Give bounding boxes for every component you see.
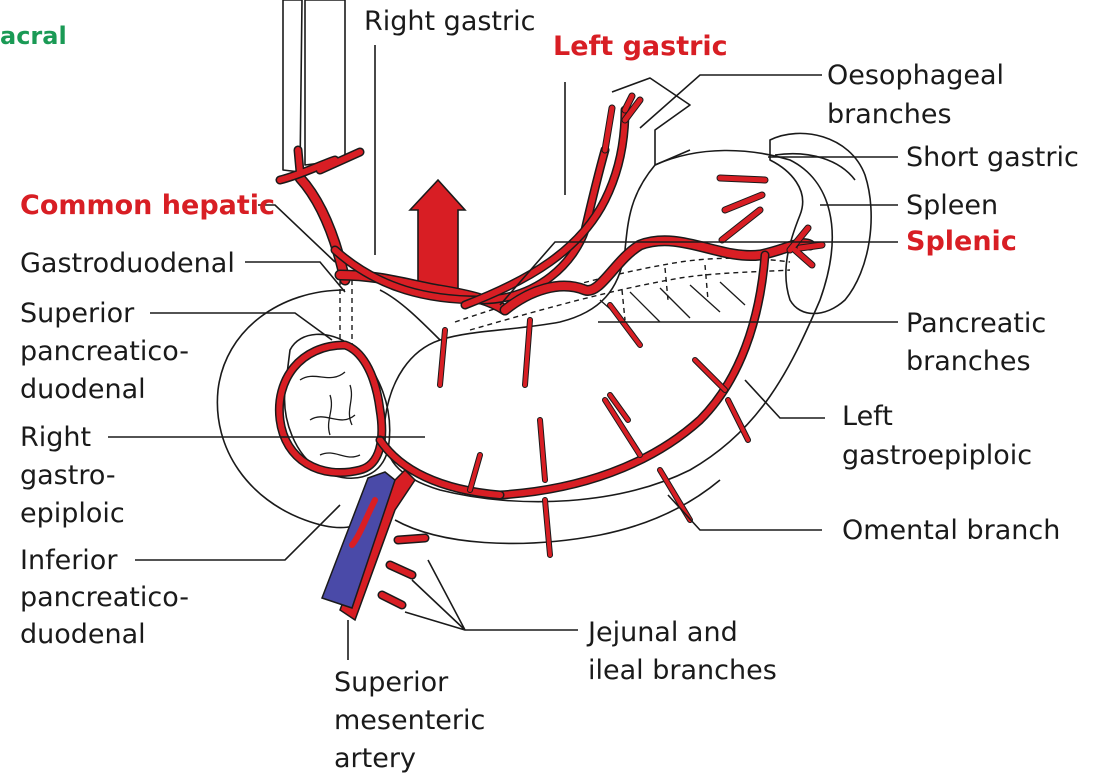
spleen-outline [770,133,871,313]
label-oesophageal-2: branches [827,99,952,130]
label-short-gastric: Short gastric [906,142,1079,173]
jejunal-ileal-stubs [382,538,425,605]
leader-gastroduodenal [245,262,345,292]
gastric-wall-branches [440,305,748,555]
pancreatic-branch-dashed-3 [705,265,708,300]
labels [0,6,1079,774]
label-sma-3: artery [334,743,416,774]
label-right-ge-2: gastro- [20,460,116,491]
label-sma-1: Superior [334,667,449,698]
duodenum-outline [217,290,370,528]
aorta-coeliac-arrow [410,180,465,290]
leader-jejunal [405,560,578,630]
label-right-ge-3: epiploic [20,498,125,529]
label-inferior-pd-1: Inferior [20,545,118,576]
label-gastroduodenal: Gastroduodenal [20,248,235,279]
arterial-tree [279,96,822,620]
label-pancreatic-2: branches [906,346,1031,377]
label-spleen: Spleen [906,190,999,221]
label-pancreatic-1: Pancreatic [906,308,1047,339]
label-oesophageal-1: Oesophageal [827,60,1005,91]
label-jejunal-2: ileal branches [588,655,777,686]
label-jejunal-1: Jejunal and [588,617,738,648]
label-right-ge-1: Right [20,422,92,453]
label-common-hepatic: Common hepatic [20,190,276,221]
label-inferior-pd-2: pancreatico- [20,582,190,613]
label-superior-pd-1: Superior [20,298,135,329]
hepatic-branches [280,150,360,180]
label-superior-pd-3: duodenal [20,374,146,405]
leader-oesophageal [640,75,822,128]
label-left-gastric: Left gastric [553,31,728,62]
splenic-terminal-branches [790,228,822,265]
label-superior-pd-2: pancreatico- [20,336,190,367]
label-omental: Omental branch [842,515,1061,546]
label-inferior-pd-3: duodenal [20,619,146,650]
duodenal-vessel-net [300,372,360,457]
portal-box-outline [305,0,345,165]
label-sacral: acral [0,22,67,50]
leader-lines [108,45,898,660]
label-right-gastric: Right gastric [364,6,536,37]
short-gastric-arteries [720,178,765,240]
leader-inferior-pd [135,505,340,560]
label-left-ge-2: gastroepiploic [842,440,1033,471]
label-splenic: Splenic [906,226,1017,257]
label-sma-2: mesenteric [334,705,486,736]
pancreatic-branch-dashed-1 [622,290,625,320]
label-left-ge-1: Left [842,401,893,432]
